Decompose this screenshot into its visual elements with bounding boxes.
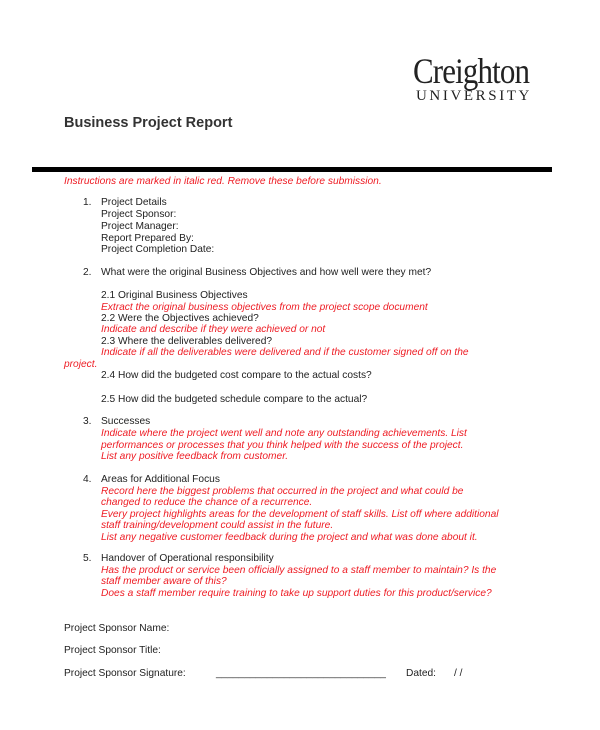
- section-text: Project Completion Date:: [101, 244, 215, 255]
- section-text: 2.2 Were the Objectives achieved?: [101, 313, 259, 324]
- instruction-text: Extract the original business objectives from the project scope document: [101, 302, 428, 313]
- section-text: 2.3 Where the deliverables delivered?: [101, 336, 273, 347]
- instruction-text: Record here the biggest problems that occurred in the project and what could be: [101, 486, 464, 497]
- instruction-text: project.: [64, 359, 98, 370]
- section-text: Areas for Additional Focus: [101, 474, 220, 485]
- instruction-text: performances or processes that you think helped with the success of the project.: [101, 440, 464, 451]
- section-text: Project Details: [101, 197, 167, 208]
- sponsor-title-label: Project Sponsor Title:: [64, 645, 161, 656]
- sponsor-name-label: Project Sponsor Name:: [64, 623, 170, 634]
- sponsor-signature-label: Project Sponsor Signature:: [64, 668, 186, 679]
- section-number: 4.: [83, 474, 92, 485]
- section-text: Project Sponsor:: [101, 209, 177, 220]
- header-divider: [32, 167, 552, 172]
- section-text: What were the original Business Objectives and how well were they met?: [101, 267, 432, 278]
- instruction-text: Does a staff member require training to take up support duties for this product/service?: [101, 588, 492, 599]
- instruction-text: Every project highlights areas for the development of staff skills. List off where additional: [101, 509, 499, 520]
- section-number: 3.: [83, 416, 92, 427]
- signature-line: ______________________________: [216, 668, 386, 679]
- section-number: 1.: [83, 197, 92, 208]
- university-logo: Creighton: [413, 51, 530, 91]
- instruction-text: List any positive feedback from customer.: [101, 451, 289, 462]
- instruction-text: staff training/development could assist in the future.: [101, 520, 334, 531]
- instruction-text: changed to reduce the chance of a recurrence.: [101, 497, 313, 508]
- section-text: 2.4 How did the budgeted cost compare to the actual costs?: [101, 370, 372, 381]
- date-field: / /: [454, 668, 463, 679]
- section-text: Report Prepared By:: [101, 233, 194, 244]
- section-number: 5.: [83, 553, 92, 564]
- instruction-text: Indicate and describe if they were achieved or not: [101, 324, 326, 335]
- instruction-text: Has the product or service been officially assigned to a staff member to maintain? Is the: [101, 565, 497, 576]
- university-logo-subtitle: UNIVERSITY: [416, 88, 532, 104]
- dated-label: Dated:: [406, 668, 437, 679]
- instruction-text: staff member aware of this?: [101, 576, 227, 587]
- instructions-note: Instructions are marked in italic red. Remove these before submission.: [64, 176, 382, 187]
- section-text: 2.5 How did the budgeted schedule compare to the actual?: [101, 394, 368, 405]
- instruction-text: List any negative customer feedback during the project and what was done about it.: [101, 532, 478, 543]
- section-text: Successes: [101, 416, 151, 427]
- section-number: 2.: [83, 267, 92, 278]
- page-title: Business Project Report: [64, 115, 233, 131]
- section-text: Handover of Operational responsibility: [101, 553, 274, 564]
- instruction-text: Indicate if all the deliverables were delivered and if the customer signed off on the: [101, 347, 469, 358]
- instruction-text: Indicate where the project went well and note any outstanding achievements. List: [101, 428, 467, 439]
- section-text: 2.1 Original Business Objectives: [101, 290, 248, 301]
- section-text: Project Manager:: [101, 221, 179, 232]
